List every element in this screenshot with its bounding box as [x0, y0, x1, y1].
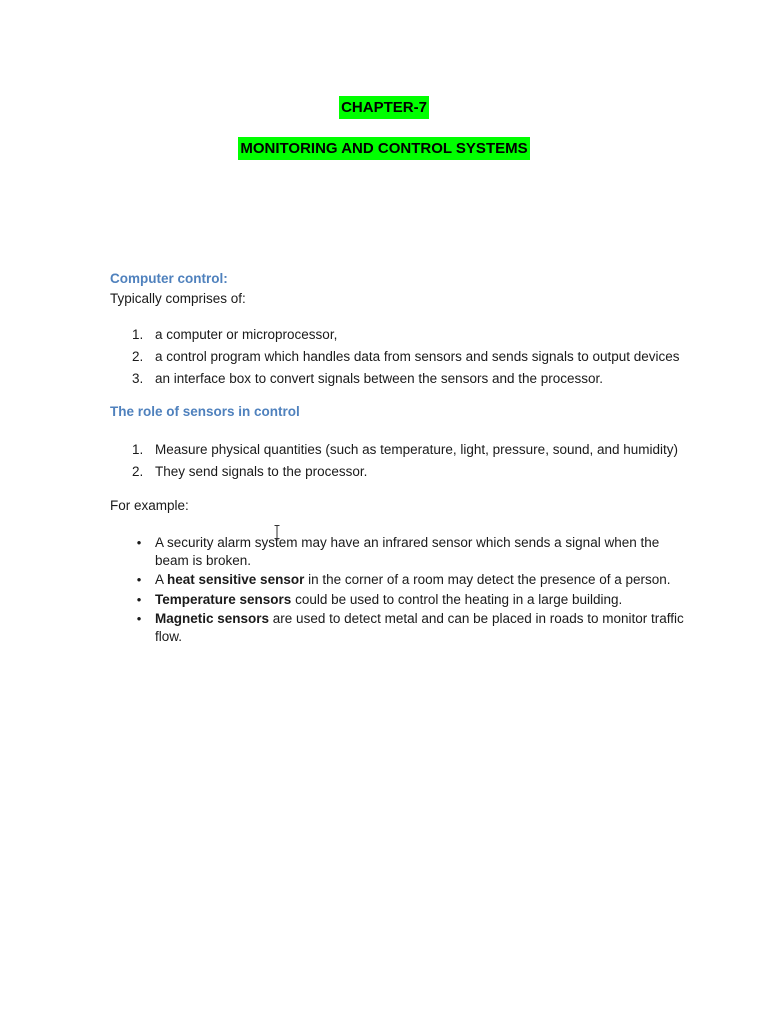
- list-item: [136, 591, 695, 609]
- computer-control-heading: Computer control:: [110, 271, 228, 286]
- list-item: [132, 326, 712, 345]
- subject-title-wrap: [0, 137, 768, 160]
- list-item-text: are used to detect metal and can be placed in roads to monitor traffic flow.: [155, 610, 684, 645]
- list-item: [136, 610, 695, 646]
- bullet-icon: •: [136, 572, 142, 588]
- list-item-text: They send signals to the processor.: [155, 463, 368, 479]
- chapter-title-wrap: [0, 96, 768, 119]
- list-item-text: an interface box to convert signals between the sensors and the processor.: [155, 370, 604, 386]
- list-number: 1.: [132, 442, 144, 457]
- subject-title: MONITORING AND CONTROL SYSTEMS: [238, 137, 529, 160]
- list-item-text: A security alarm system may have an infrared sensor which sends a signal when the beam is broken.: [155, 535, 660, 569]
- text-cursor-icon: [274, 525, 280, 539]
- list-item: [132, 348, 712, 367]
- list-item: [132, 463, 712, 482]
- computer-control-list: [132, 326, 712, 392]
- examples-intro: For example:: [110, 498, 189, 513]
- bullet-icon: •: [136, 610, 142, 626]
- list-item-text: in the corner of a room may detect the presence of a person.: [304, 572, 671, 588]
- list-item-bold: heat sensitive sensor: [167, 572, 305, 588]
- list-item-text: Measure physical quantities (such as temperature, light, pressure, sound, and humidity): [155, 442, 679, 457]
- list-number: 1.: [132, 327, 144, 342]
- list-item: [136, 571, 695, 589]
- list-item: [136, 534, 695, 570]
- bullet-icon: •: [136, 535, 142, 550]
- list-item-text: a control program which handles data from sensors and sends signals to output devices: [155, 348, 680, 364]
- sensors-role-heading: The role of sensors in control: [110, 404, 300, 419]
- list-number: 2.: [132, 348, 144, 364]
- list-number: 2.: [132, 463, 144, 479]
- list-item-prefix: A: [155, 572, 168, 588]
- list-item-text: could be used to control the heating in a large building.: [291, 591, 623, 607]
- list-item-text: a computer or microprocessor,: [155, 327, 338, 342]
- chapter-title: CHAPTER-7: [339, 96, 429, 119]
- bullet-icon: •: [136, 591, 142, 607]
- list-item: [132, 370, 712, 389]
- computer-control-intro: Typically comprises of:: [110, 291, 246, 306]
- list-number: 3.: [132, 370, 144, 386]
- list-item-bold: Temperature sensors: [155, 591, 292, 607]
- list-item-bold: Magnetic sensors: [155, 610, 270, 626]
- list-item: [132, 441, 712, 460]
- examples-list: [136, 534, 695, 647]
- sensors-role-list: [132, 441, 712, 485]
